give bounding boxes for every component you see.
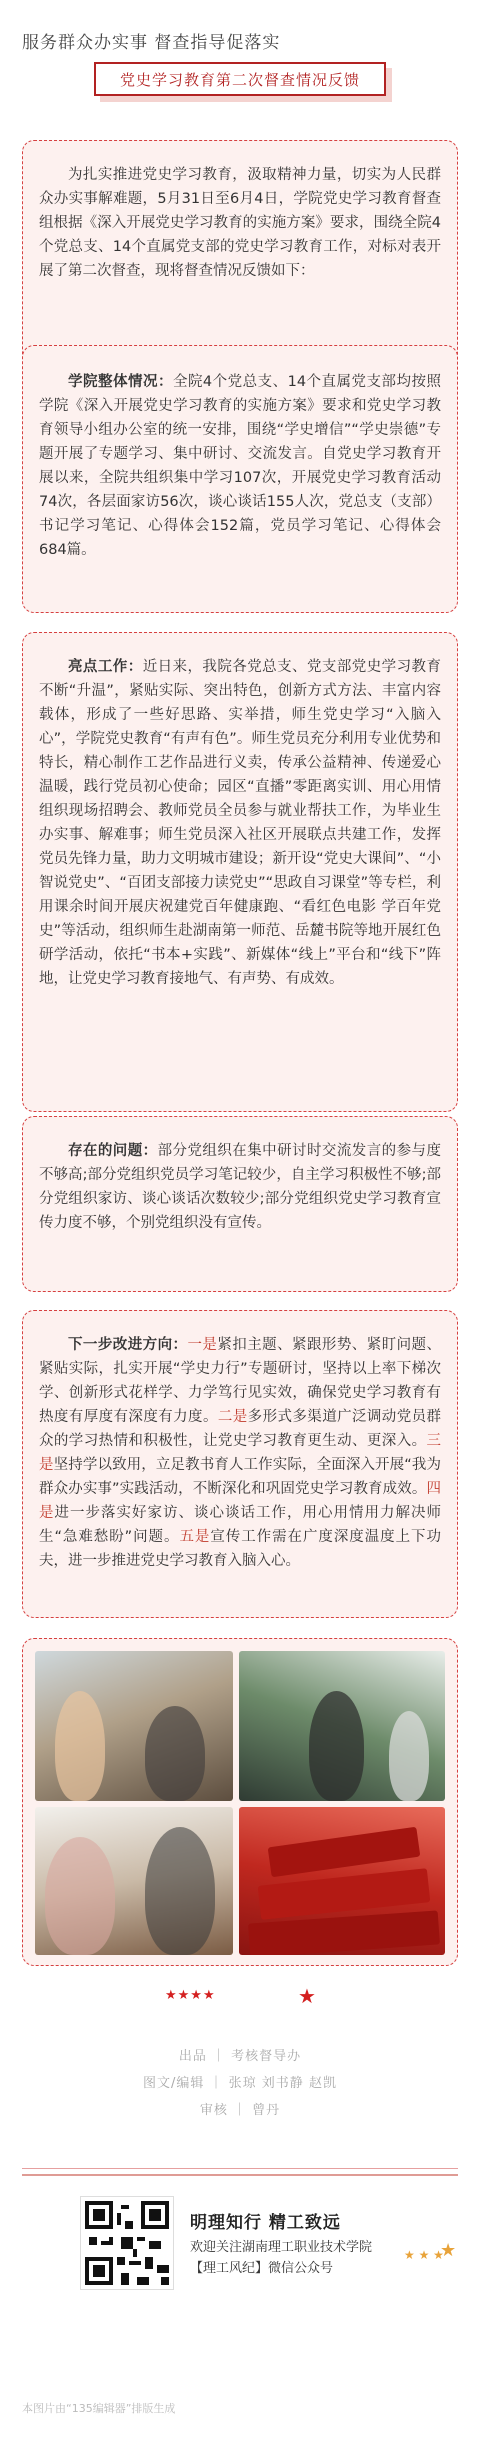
highlight-card — [22, 632, 458, 1112]
next-label: 下一步改进方向： — [68, 1337, 188, 1353]
overall-card — [22, 345, 458, 613]
credit-editor: 图文/编辑 ｜ 张琼 刘书静 赵凯 — [143, 2076, 337, 2091]
next-num-1: 一是 — [187, 1337, 218, 1353]
qr-code-icon[interactable] — [80, 2196, 174, 2290]
credit-review: 审核 ｜ 曾丹 — [199, 2103, 281, 2118]
footer-divider — [22, 2168, 458, 2169]
footer-follow-text: 欢迎关注湖南理工职业技术学院 — [190, 2240, 373, 2255]
photo-students-writing[interactable] — [35, 1807, 233, 1955]
next-num-2: 二是 — [217, 1409, 248, 1425]
next-steps-card — [22, 1310, 458, 1618]
page-top-title: 服务群众办实事 督查指导促落实 — [22, 33, 281, 53]
next-text-3: 坚持学以致用，立足教书育人工作实际，全面深入开展“我为群众办实事”实践活动，不断深化和巩固党史学习教育成效。 — [39, 1457, 442, 1497]
photo-grid — [22, 1638, 458, 1966]
next-num-3: 三是 — [39, 1433, 441, 1473]
footer-slogan: 明理知行 精工致远 — [190, 2213, 341, 2233]
banner-title: 党史学习教育第二次督查情况反馈 — [119, 70, 360, 89]
decor-big-star-icon: ★ — [298, 1984, 316, 2008]
intro-card — [22, 140, 458, 368]
next-num-5: 五是 — [179, 1529, 211, 1545]
next-text-1: 紧扣主题、紧跟形势、紧盯问题、紧贴实际，扎实开展“学史力行”专题研讨，坚持以上率下梯次学、创新形式花样学、力学笃行见实效，确保党史学习教育有热度有厚度有深度有力度。 — [39, 1337, 441, 1425]
next-text-4: 进一步落实好家访、谈心谈话工作，用心用情用力解决师生“急难愁盼”问题。 — [39, 1505, 441, 1545]
highlight-label: 亮点工作： — [68, 659, 143, 675]
overall-label: 学院整体情况： — [68, 374, 173, 390]
photo-teacher-desk[interactable] — [239, 1651, 445, 1801]
next-num-4: 四是 — [39, 1481, 441, 1521]
next-text-5: 宣传工作需在广度深度温度上下功夫，进一步推进党史学习教育入脑入心。 — [39, 1529, 442, 1569]
problem-card — [22, 1116, 458, 1292]
overall-text: 全院4个党总支、14个直属党支部均按照学院《深入开展党史学习教育的实施方案》要求和党史学习教育领导小组办公室的统一安排，围绕“学史增信”“学史崇德”专题开展了专题学习、集中研讨、交流发言。自党史学习教育开展以来，全院共组织集中学习107次，开展党史学习教育活动74次，各层面家访56次，谈心谈话155人次，党总支（支部）书记学习笔记、心得体会152篇，党员学习笔记、心得体会684篇。 — [39, 374, 441, 558]
decor-gold-big-star-icon: ★ — [440, 2240, 457, 2261]
problem-label: 存在的问题： — [68, 1143, 158, 1159]
photo-students-studying[interactable] — [35, 1651, 233, 1801]
footer-account-name: 【理工风纪】微信公众号 — [190, 2261, 334, 2276]
next-text-2: 多形式多渠道广泛调动党员群众的学习热情和积极性，让党史学习教育更生动、更深入。 — [39, 1409, 442, 1449]
credit-source: 出品 ｜ 考核督导办 — [178, 2049, 302, 2064]
decor-gold-stars-icon: ★ ★ ★ — [404, 2248, 444, 2262]
section-banner — [94, 62, 386, 96]
intro-text: 为扎实推进党史学习教育，汲取精神力量，切实为人民群众办实事解难题，5月31日至6月4日，学院党史学习教育督查组根据《深入开展党史学习教育的实施方案》要求，围绕全院4个党总支、14个直属党支部的党史学习教育工作，对标对表开展了第二次督查，现将督查情况反馈如下： — [39, 167, 441, 279]
photo-red-notebooks[interactable] — [239, 1807, 445, 1955]
highlight-text: 近日来，我院各党总支、党支部党史学习教育不断“升温”，紧贴实际、突出特色，创新方式方法、丰富内容载体，形成了一些好思路、实举措，师生党史学习“入脑入心”，学院党史教育“有声有色”。师生党员充分利用专业优势和特长，精心制作工艺作品进行义卖，传承公益精神、传递爱心温暖，践行党员初心使命；园区“直播”零距离实训、用心用情组织现场招聘会、教师党员全员参与就业帮扶工作，为毕业生办实事、解难事；师生党员深入社区开展联点共建工作，发挥党员先锋力量，助力文明城市建设；新开设“党史大课间”、“小智说党史”、“百团支部接力读党史”“思政自习课堂”等专栏，利用课余时间开展庆祝建党百年健康跑、“看红色电影 学百年党史”等活动，组织师生赴湖南第一师范、岳麓书院等地开展红色研学活动，依托“书本+实践”、新媒体“线上”平台和“线下”阵地，让党史学习教育接地气、有声势、有成效。 — [39, 659, 441, 987]
editor-credit-note: 本图片由“135编辑器”排版生成 — [22, 2402, 176, 2415]
decor-small-stars-icon: ★★★★ — [165, 1988, 216, 2003]
footer-divider-accent — [22, 2174, 458, 2176]
problem-text: 部分党组织在集中研讨时交流发言的参与度不够高;部分党组织党员学习笔记较少，自主学习积极性不够;部分党组织家访、谈心谈话次数较少;部分党组织党史学习教育宣传力度不够，个别党组织没有宣传。 — [39, 1143, 441, 1231]
